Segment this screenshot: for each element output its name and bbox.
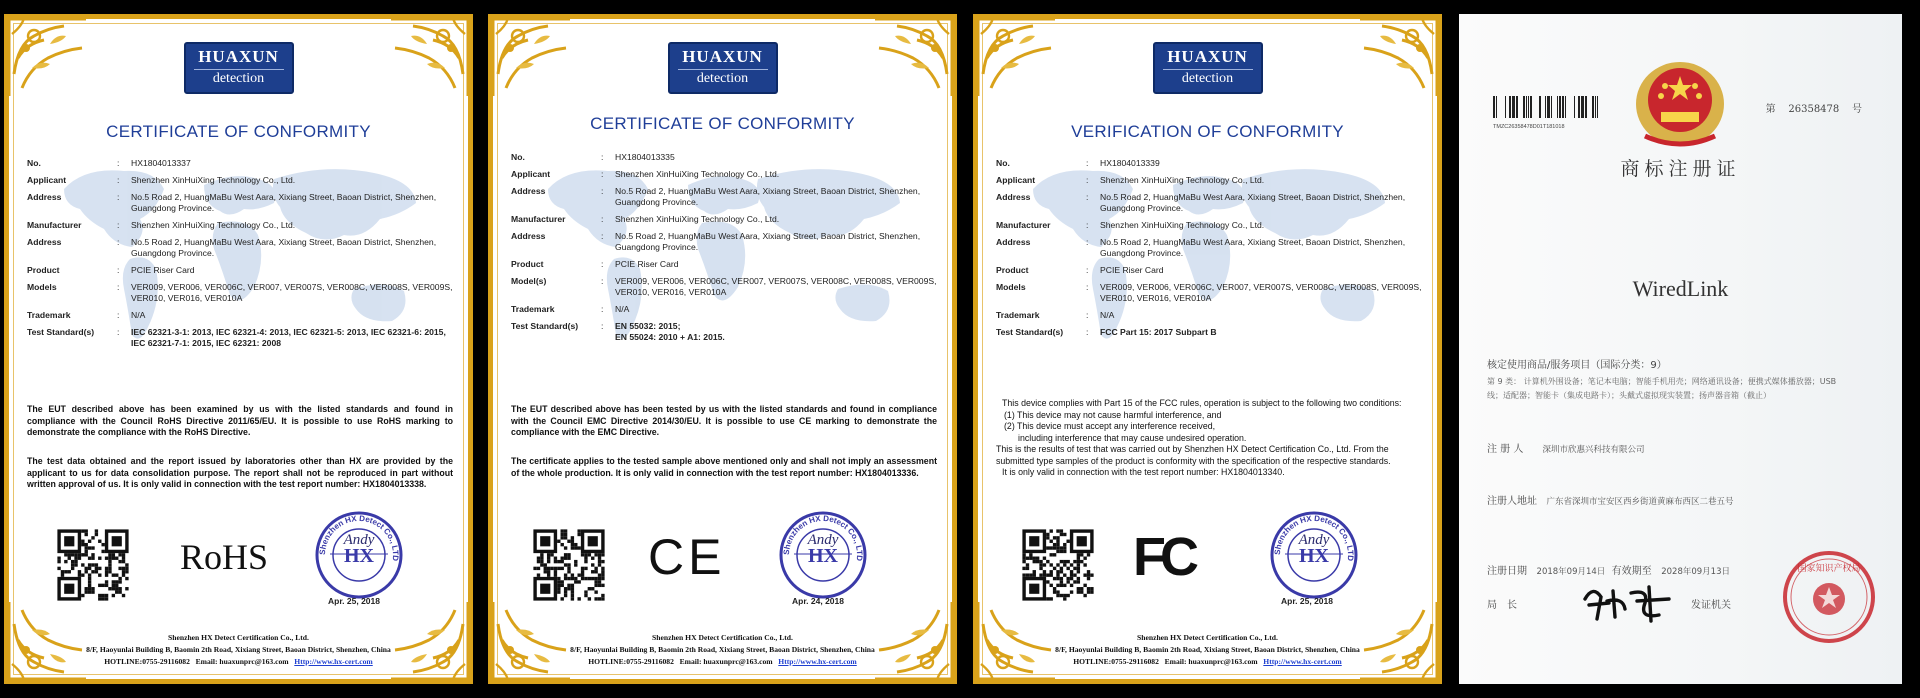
field-applicant: Applicant : Shenzhen XinHuiXing Technology Co., Ltd. bbox=[511, 169, 780, 179]
huaxun-logo: HUAXUN detection bbox=[184, 42, 294, 94]
field-address-2: Address : No.5 Road 2, HuangMaBu West Aara, Xixiang Street, Baoan District, Shenzhen, Guangdong Province. bbox=[27, 237, 437, 258]
certificate-footer: Shenzhen HX Detect Certification Co., Ltd. 8/F, Haoyunlai Building B, Baomin 2th Road, Xixiang Street, Baoan District, Shenzhen, China HOTLINE:0755-29116082 Email: huaxunprc@163.com Http://www.hx-cert.com bbox=[570, 633, 875, 666]
field-address-2: Address : No.5 Road 2, HuangMaBu West Aara, Xixiang Street, Baoan District, Shenzhen, Guangdong Province. bbox=[996, 237, 1406, 258]
huaxun-logo: HUAXUN detection bbox=[1153, 42, 1263, 94]
field-standards: Test Standard(s) : IEC 62321-3-1: 2013, IEC 62321-4: 2013, IEC 62321-5: 2013, IEC 62321-6: 2015, IEC 62321-7-1: 2015, IEC 62321: 2008 bbox=[27, 327, 446, 348]
fcc-line: This device complies with Part 15 of the FCC rules, operation is subject to the following two conditions: bbox=[1002, 398, 1402, 408]
director-label: 局 长 bbox=[1487, 600, 1517, 611]
field-no: No. : HX1804013335 bbox=[511, 152, 675, 162]
svg-text:HX: HX bbox=[808, 545, 838, 567]
certificate-fields bbox=[511, 152, 937, 349]
field-standards: Test Standard(s) : FCC Part 15: 2017 Subpart B bbox=[996, 327, 1217, 337]
certificate-footer: Shenzhen HX Detect Certification Co., Ltd. 8/F, Haoyunlai Building B, Baomin 2th Road, Xixiang Street, Baoan District, Shenzhen, China HOTLINE:0755-29116082 Email: huaxunprc@163.com Http://www.hx-cert.com bbox=[86, 633, 391, 666]
svg-text:Shenzhen HX Detect Co., LTD: Shenzhen HX Detect Co., LTD bbox=[781, 513, 865, 562]
official-seal bbox=[1781, 549, 1877, 645]
trademark-brand: WiredLink bbox=[1632, 276, 1729, 301]
validity-paragraph: The certificate applies to the tested sample above mentioned only and shall not imply an assessment of the whole production. It is only valid in connection with the test report number: HX1804013336. bbox=[511, 456, 937, 478]
field-no: No. : HX1804013337 bbox=[27, 158, 191, 168]
qr-code bbox=[54, 526, 132, 604]
goods-line-1: 第 9 类： 计算机外围设备；笔记本电脑；智能手机用壳；网络通讯设备；便携式媒体播放器；USB bbox=[1487, 377, 1837, 386]
fcc-mark: FC bbox=[1133, 527, 1193, 587]
registration-number: 第 26358478 号 bbox=[1765, 104, 1862, 115]
ornament-corner bbox=[387, 14, 473, 100]
certificate-1 bbox=[4, 14, 473, 684]
certificate-3 bbox=[973, 14, 1442, 684]
barcode-text: TMZC26358478D01T181018 bbox=[1493, 124, 1565, 130]
huaxun-logo: HUAXUN detection bbox=[668, 42, 778, 94]
stamp-date: Apr. 25, 2018 bbox=[328, 596, 380, 606]
svg-text:Andy: Andy bbox=[343, 532, 375, 548]
field-no: No. : HX1804013339 bbox=[996, 158, 1160, 168]
field-product: Product : PCIE Riser Card bbox=[996, 265, 1164, 275]
compliance-paragraph: The EUT described above has been examined by us with the listed standards and found in compliance with the Council RoHS Directive 2011/65/EU. It is possible to use RoHS marking to demonstrate the compliance with the RoHS Directive. bbox=[27, 404, 453, 437]
authority-label: 发证机关 bbox=[1691, 600, 1731, 611]
svg-text:国家知识产权局: 国家知识产权局 bbox=[1797, 564, 1861, 574]
ce-mark: CE bbox=[648, 529, 726, 585]
field-address: Address : No.5 Road 2, HuangMaBu West Aara, Xixiang Street, Baoan District, Shenzhen, Guangdong Province. bbox=[511, 186, 921, 207]
certificate-fields bbox=[996, 158, 1422, 344]
field-address: Address : No.5 Road 2, HuangMaBu West Aara, Xixiang Street, Baoan District, Shenzhen, Guangdong Province. bbox=[996, 192, 1406, 213]
fcc-line: (2) This device must accept any interference received, bbox=[1004, 421, 1216, 431]
address-row: 注册人地址 广东省深圳市宝安区西乡街道黄麻布西区二巷五号 bbox=[1487, 496, 1734, 507]
field-manufacturer: Manufacturer : Shenzhen XinHuiXing Technology Co., Ltd. bbox=[27, 220, 296, 230]
svg-text:HX: HX bbox=[1299, 545, 1329, 567]
field-product: Product : PCIE Riser Card bbox=[27, 265, 195, 275]
director-signature bbox=[1579, 579, 1679, 625]
svg-text:Andy: Andy bbox=[1298, 532, 1330, 548]
barcode bbox=[1493, 96, 1601, 124]
trademark-title: 商标注册证 bbox=[1620, 158, 1741, 180]
svg-text:Shenzhen HX Detect Co., LTD: Shenzhen HX Detect Co., LTD bbox=[1272, 513, 1356, 562]
svg-text:Shenzhen HX Detect Co., LTD: Shenzhen HX Detect Co., LTD bbox=[317, 513, 401, 562]
certificate-2 bbox=[488, 14, 957, 684]
field-standards: Test Standard(s) : EN 55032: 2015; EN 55024: 2010 + A1: 2015. bbox=[511, 321, 725, 342]
validity-paragraph: The test data obtained and the report issued by laboratories other than HX are provided by the applicant to us for data consolidation purpose. The report shall not be reproduced in part without written approval of us. It is only valid in connection with the test report number: HX1804013338. bbox=[27, 456, 453, 489]
svg-text:HX: HX bbox=[344, 545, 374, 567]
certificate-title: VERIFICATION OF CONFORMITY bbox=[1071, 122, 1344, 141]
ornament-corner bbox=[1356, 14, 1442, 100]
field-address-2: Address : No.5 Road 2, HuangMaBu West Aara, Xixiang Street, Baoan District, Shenzhen, Guangdong Province. bbox=[511, 231, 921, 252]
field-trademark: Trademark : N/A bbox=[996, 310, 1115, 320]
field-trademark: Trademark : N/A bbox=[511, 304, 630, 314]
fcc-line: including interference that may cause undesired operation. bbox=[1018, 432, 1247, 443]
ornament-corner bbox=[4, 14, 90, 100]
certificate-fields bbox=[27, 158, 453, 355]
fcc-line: It is only valid in connection with the test report number: HX1804013340. bbox=[1002, 467, 1285, 477]
field-manufacturer: Manufacturer : Shenzhen XinHuiXing Technology Co., Ltd. bbox=[511, 214, 780, 224]
ornament-corner bbox=[871, 14, 957, 100]
stamp-date: Apr. 25, 2018 bbox=[1281, 596, 1333, 606]
field-models: Models : VER009, VER006, VER006C, VER007, VER007S, VER008C, VER008S, VER009S, VER010, VER016, VER010A bbox=[996, 282, 1422, 303]
national-emblem-icon bbox=[1625, 54, 1735, 149]
field-manufacturer: Manufacturer : Shenzhen XinHuiXing Technology Co., Ltd. bbox=[996, 220, 1265, 230]
field-product: Product : PCIE Riser Card bbox=[511, 259, 679, 269]
website-link[interactable]: Http://www.hx-cert.com bbox=[1263, 657, 1342, 666]
registrant-row: 注 册 人 深圳市欣惠兴科技有限公司 bbox=[1487, 444, 1645, 455]
certificate-title: CERTIFICATE OF CONFORMITY bbox=[590, 114, 855, 133]
certification-stamp bbox=[314, 510, 404, 600]
website-link[interactable]: Http://www.hx-cert.com bbox=[778, 657, 857, 666]
field-models: Model(s) : VER009, VER006, VER006C, VER007, VER007S, VER008C, VER008S, VER009S, VER010, VER016, VER010A bbox=[511, 276, 937, 297]
certification-stamp bbox=[1269, 510, 1359, 600]
field-models: Models : VER009, VER006, VER006C, VER007, VER007S, VER008C, VER008S, VER009S, VER010, VER016, VER010A bbox=[27, 282, 453, 303]
goods-line-2: 线；适配器；智能卡（集成电路卡）；头戴式虚拟现实装置；扬声器音箱（截止） bbox=[1487, 391, 1771, 400]
ornament-corner bbox=[973, 14, 1059, 100]
stamp-date: Apr. 24, 2018 bbox=[792, 596, 844, 606]
certification-stamp bbox=[778, 510, 868, 600]
field-trademark: Trademark : N/A bbox=[27, 310, 146, 320]
ornament-corner bbox=[488, 14, 574, 100]
date-row: 注册日期 2018年09月14日 有效期至 2028年09月13日 bbox=[1487, 566, 1730, 577]
qr-code bbox=[1019, 526, 1097, 604]
trademark-certificate bbox=[1459, 14, 1902, 684]
fcc-line: (1) This device may not cause harmful interference, and bbox=[1004, 409, 1222, 420]
certificate-title: CERTIFICATE OF CONFORMITY bbox=[106, 122, 371, 141]
class-line: 核定使用商品/服务项目（国际分类：9） bbox=[1487, 360, 1667, 371]
fcc-statement bbox=[996, 398, 1422, 479]
field-applicant: Applicant : Shenzhen XinHuiXing Technology Co., Ltd. bbox=[27, 175, 296, 185]
field-address: Address : No.5 Road 2, HuangMaBu West Aara, Xixiang Street, Baoan District, Shenzhen, Guangdong Province. bbox=[27, 192, 437, 213]
svg-text:Andy: Andy bbox=[807, 532, 839, 548]
field-applicant: Applicant : Shenzhen XinHuiXing Technology Co., Ltd. bbox=[996, 175, 1265, 185]
qr-code bbox=[530, 526, 608, 604]
fcc-line: This is the results of test that was carried out by Shenzhen HX Detect Certification Co., Ltd. From the submitted type samples of the product is conformity with the specification of the respective standards. bbox=[996, 444, 1391, 466]
website-link[interactable]: Http://www.hx-cert.com bbox=[294, 657, 373, 666]
certificate-footer: Shenzhen HX Detect Certification Co., Ltd. 8/F, Haoyunlai Building B, Baomin 2th Road, Xixiang Street, Baoan District, Shenzhen, China HOTLINE:0755-29116082 Email: huaxunprc@163.com Http://www.hx-cert.com bbox=[1055, 633, 1360, 666]
rohs-mark: RoHS bbox=[180, 537, 269, 577]
compliance-paragraph: The EUT described above has been tested by us with the listed standards and found in compliance with the Council EMC Directive 2014/30/EU. It is possible to use CE marking to demonstrate the compliance with the EMC Directive. bbox=[511, 404, 937, 437]
